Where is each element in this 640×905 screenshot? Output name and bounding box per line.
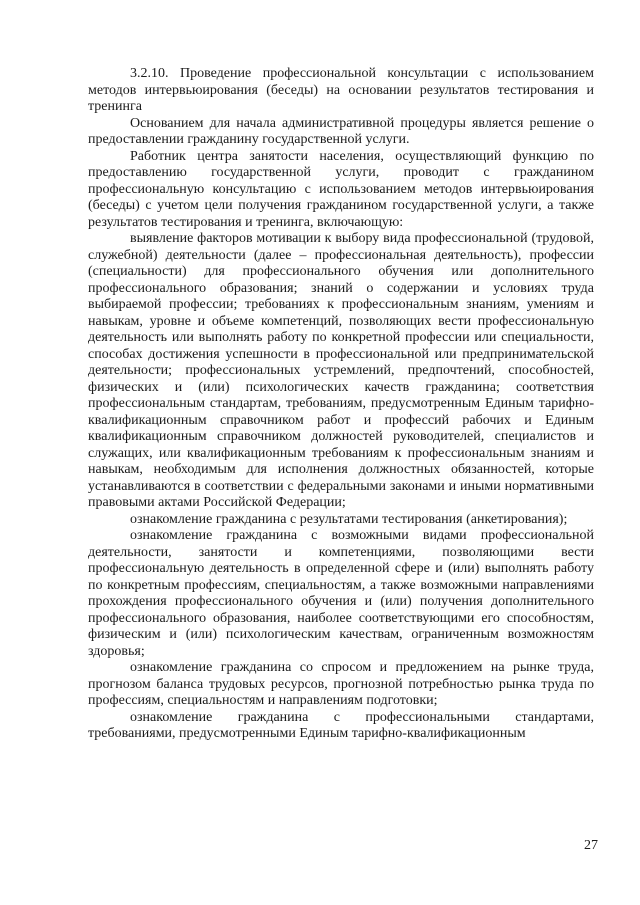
body-paragraph: Основанием для начала административной процедуры является решение о предоставлении гражданину государственной услуги. — [88, 115, 594, 147]
document-body — [88, 66, 594, 743]
body-paragraph: ознакомление гражданина с возможными видами профессиональной деятельности, занятости и компетенциями, позволяющими вести профессиональную деятельность в определенной сфере и (или) выполнять работу по конкретным профессиям, специальностям, а также возможными направлениями прохождения профессионального обучения и (или) получения дополнительного профессионального образования, наиболее соответствующими его способностям, физическим и (или) психологическим качествам, ограниченным возможностям здоровья; — [88, 528, 594, 659]
body-paragraph: выявление факторов мотивации к выбору вида профессиональной (трудовой, служебной) деятельности (далее – профессиональная деятельность), профессии (специальности) для профессионального обучения или дополнительного профессионального образования; знаний о содержании и условиях труда выбираемой профессии; требованиях к профессиональным знаниям, умениям и навыкам, уровне и объеме компетенций, позволяющих вести профессиональную деятельность или выполнять работу по конкретной профессии или специальности, способах достижения успешности в профессиональной или предпринимательской деятельности; профессиональных устремлений, предпочтений, способностей, физических и (или) психологических качеств гражданина; соответствия профессиональным стандартам, требованиям, предусмотренным Единым тарифно-квалификационным справочником работ и профессий рабочих и Единым квалификационным справочником должностей руководителей, специалистов и служащих, или квалификационным требованиям к профессиональным знаниям и навыкам, необходимым для исполнения должностных обязанностей, которые устанавливаются в соответствии с федеральными законами и иными нормативными правовыми актами Российской Федерации; — [88, 231, 594, 510]
section-heading-paragraph: 3.2.10. Проведение профессиональной консультации с использованием методов интервьюирования (беседы) на основании результатов тестирования и тренинга — [88, 66, 594, 114]
body-paragraph: Работник центра занятости населения, осуществляющий функцию по предоставлению государственной услуги, проводит с гражданином профессиональную консультацию с использованием методов интервьюирования (беседы) с учетом цели получения гражданином государственной услуги, а также результатов тестирования и тренинга, включающую: — [88, 148, 594, 230]
body-paragraph: ознакомление гражданина с результатами тестирования (анкетирования); — [130, 511, 568, 527]
body-paragraph: ознакомление гражданина со спросом и предложением на рынке труда, прогнозом баланса трудовых ресурсов, прогнозной потребностью рынка труда по профессиям, специальностям и направлениям подготовки; — [88, 660, 594, 708]
body-paragraph: ознакомление гражданина с профессиональными стандартами, требованиями, предусмотренными Единым тарифно-квалификационным — [88, 709, 594, 741]
page-number: 27 — [584, 838, 598, 853]
